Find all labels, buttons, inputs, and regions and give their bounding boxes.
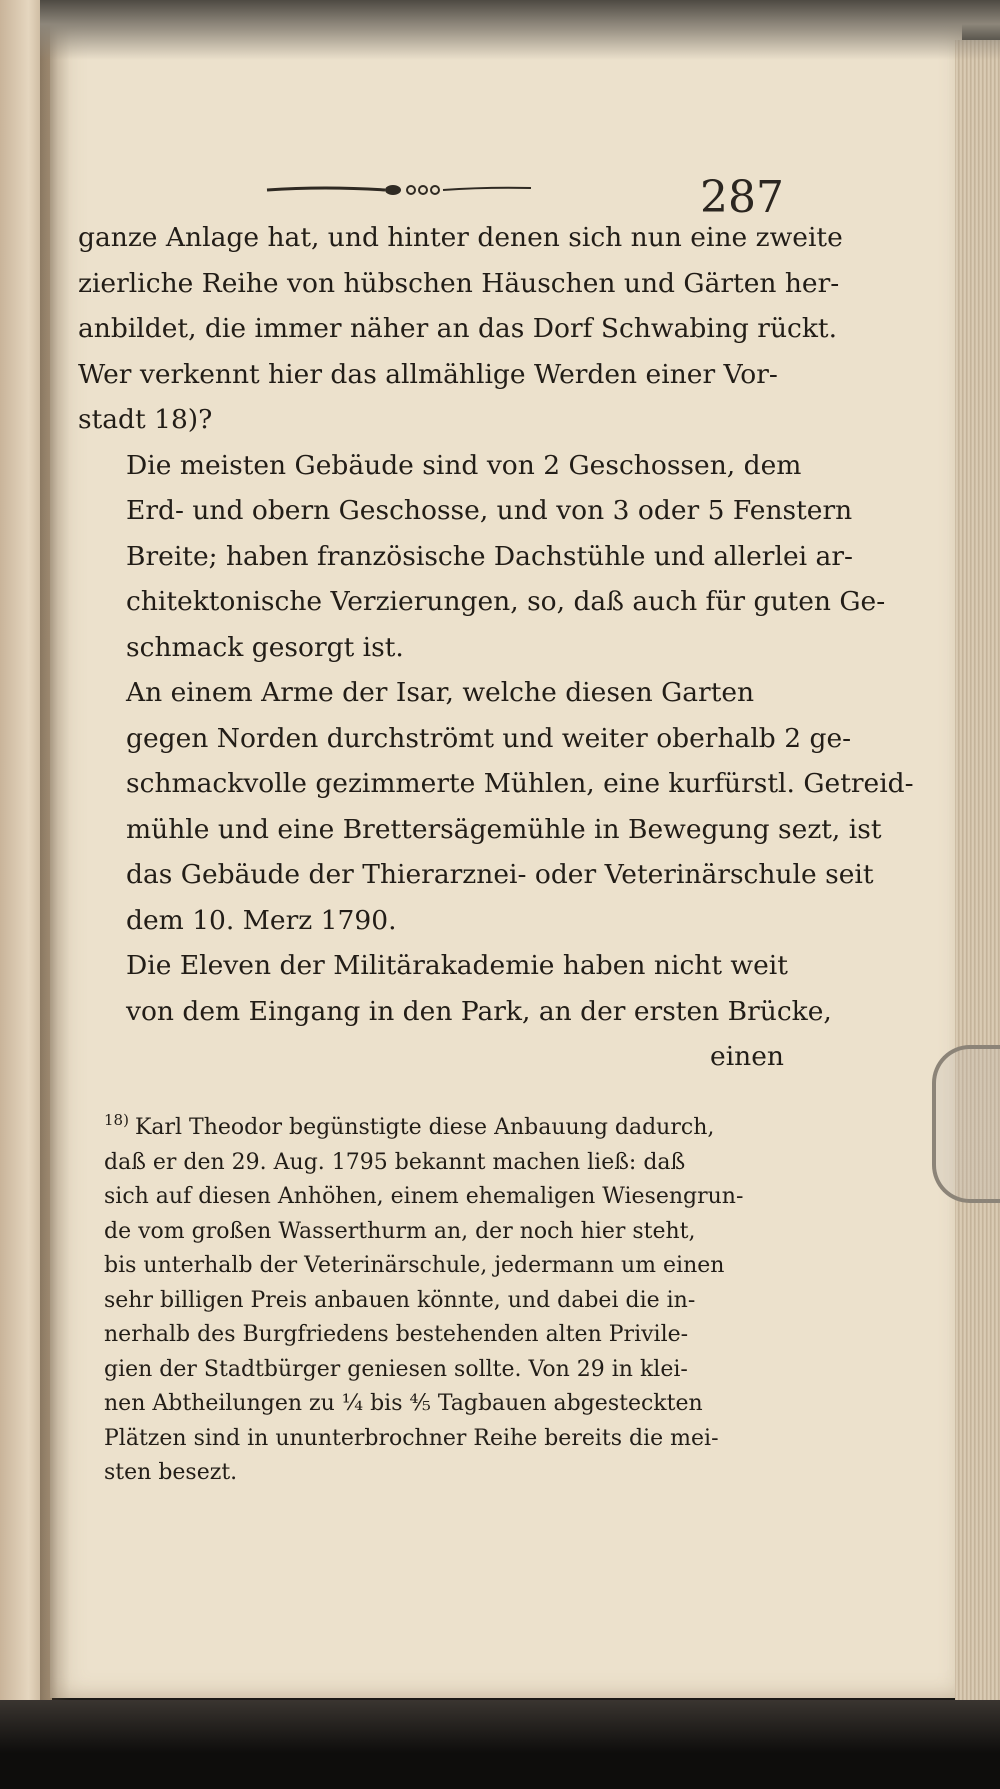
text-line: Wer verkennt hier das allmählige Werden einer Vor- <box>78 358 778 390</box>
text-line: schmack gesorgt ist. <box>126 631 404 663</box>
text-line: chitektonische Verzierungen, so, daß auch für guten Ge- <box>126 586 886 617</box>
text-line: gegen Norden durchströmt und weiter oberhalb 2 ge- <box>126 722 852 754</box>
top-shadow <box>40 0 1000 60</box>
text-line: daß er den 29. Aug. 1795 bekannt machen ließ: daß <box>104 1149 686 1175</box>
paragraph <box>78 215 843 443</box>
text-line: gien der Stadtbürger geniesen sollte. Von 29 in klei- <box>104 1356 688 1382</box>
footnote <box>104 1103 794 1491</box>
text-line: dem 10. Merz 1790. <box>126 904 397 936</box>
book-clip <box>932 1045 1000 1203</box>
text-line: das Gebäude der Thierarznei- oder Veterinärschule seit <box>126 859 874 890</box>
text-line: de vom großen Wasserthurm an, der noch hier steht, <box>104 1218 696 1244</box>
page-block-edges <box>955 40 1000 1705</box>
book-gutter <box>40 0 70 1705</box>
text-line: schmackvolle gezimmerte Mühlen, eine kurfürstl. Getreid- <box>126 768 914 799</box>
body-text <box>78 215 914 1080</box>
text-line: Die Eleven der Militärakademie haben nicht weit <box>126 950 788 981</box>
text-line: bis unterhalb der Veterinärschule, jedermann um einen <box>104 1253 725 1278</box>
scan-background <box>0 1700 1000 1789</box>
paragraph <box>78 670 914 943</box>
text-line: ganze Anlage hat, und hinter denen sich nun eine zweite <box>78 222 843 253</box>
paragraph <box>78 443 886 671</box>
text-line: Plätzen sind in ununterbrochner Reihe bereits die mei- <box>104 1425 719 1451</box>
text-line: Breite; haben französische Dachstühle und allerlei ar- <box>126 540 853 572</box>
text-line: nerhalb des Burgfriedens bestehenden alten Privile- <box>104 1322 689 1347</box>
text-line: mühle und eine Brettersägemühle in Bewegung sezt, ist <box>126 813 882 845</box>
text-line: An einem Arme der Isar, welche diesen Garten <box>126 677 755 708</box>
text-line: sehr billigen Preis anbauen könnte, und dabei die in- <box>104 1287 696 1313</box>
catchword: einen <box>710 1041 784 1072</box>
text-line: nen Abtheilungen zu ¼ bis ⅘ Tagbauen abgesteckten <box>104 1391 703 1416</box>
text-line <box>104 1103 794 1146</box>
text-line: sich auf diesen Anhöhen, einem ehemaligen Wiesengrun- <box>104 1184 744 1209</box>
horizontal-rule-ornament <box>265 178 533 202</box>
text-line: von dem Eingang in den Park, an der ersten Brücke, <box>126 995 832 1027</box>
footnote-marker: 18) <box>104 1111 129 1129</box>
footnote-text: Karl Theodor begünstigte diese Anbauung dadurch, <box>134 1115 715 1140</box>
text-line: Erd- und obern Geschosse, und von 3 oder 5 Fenstern <box>126 495 853 526</box>
paragraph <box>78 943 832 1034</box>
text-line: Die meisten Gebäude sind von 2 Geschossen, dem <box>126 449 802 481</box>
page-number: 287 <box>700 172 784 223</box>
text-line: sten besezt. <box>104 1460 238 1485</box>
text-line: zierliche Reihe von hübschen Häuschen und Gärten her- <box>78 267 840 299</box>
text-line: stadt 18)? <box>78 404 213 435</box>
text-line: anbildet, die immer näher an das Dorf Schwabing rückt. <box>78 313 838 344</box>
